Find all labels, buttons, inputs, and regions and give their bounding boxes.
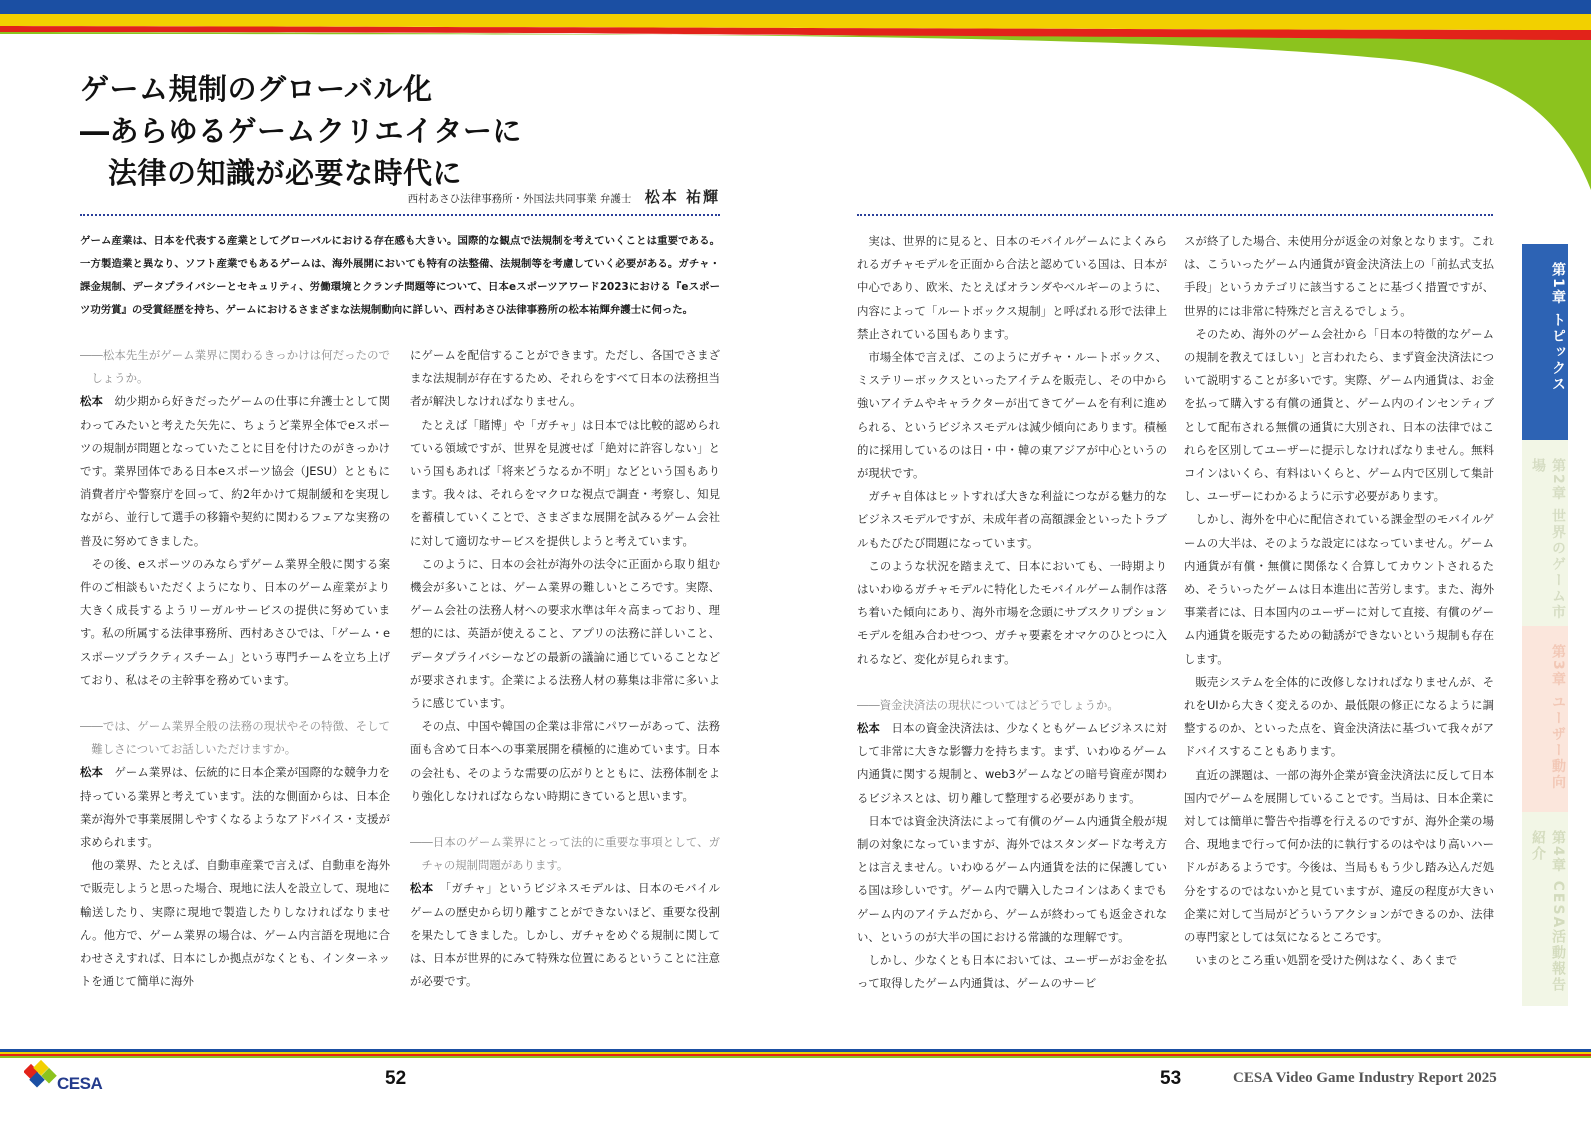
body-paragraph: ガチャ自体はヒットすれば大きな利益につながる魅力的なビジネスモデルですが、未成年者の高額課金といったトラブルもたびたび問題になっています。 (857, 489, 1167, 550)
interview-answer (80, 761, 390, 854)
title-line-3: 法律の知識が必要な時代に (108, 156, 463, 190)
footer-stripe-green (0, 1056, 1591, 1058)
byline-affiliation: 西村あさひ法律事務所・外国法共同事業 弁護士 (407, 193, 632, 205)
page-number-left: 52 (385, 1068, 407, 1089)
body-paragraph: このように、日本の会社が海外の法令に正面から取り組む機会が多いことは、ゲーム業界の難しいところです。実際、ゲーム会社の法務人材への要求水準は年々高まっており、理想的には、英語が使えること、アプリの法務に詳しいこと、データプライバシーなどの最新の議論に通じていることなどが要求されます。企業による法務人材の募集は非常に多いように感じています。 (410, 556, 720, 711)
column-2 (410, 344, 720, 993)
title-line-2: ―あらゆるゲームクリエイターに (80, 114, 522, 148)
byline-author: 松本 祐輝 (644, 188, 720, 206)
interview-answer (857, 717, 1167, 810)
header-blue-band (0, 0, 1591, 14)
answer-text: 「ガチャ」というビジネスモデルは、日本のモバイルゲームの歴史から切り離すことができないほど、重要な役割を果たしてきました。しかし、ガチャをめぐる規制に関しては、日本が世界的にみて特殊な位置にあるということに注意が必要です。 (410, 881, 720, 989)
left-dotted-rule (80, 214, 720, 216)
side-tab-chapter-3[interactable]: 第3章 ユーザー動向 (1522, 626, 1568, 812)
answer-text: ゲーム業界は、伝統的に日本企業が国際的な競争力を持っている業界と考えています。法的な側面からは、日本企業が海外で事業展開しやすくなるようなアドバイス・支援が求められます。 (80, 765, 390, 850)
interview-question: ――松本先生がゲーム業界に関わるきっかけは何だったのでしょうか。 (80, 348, 390, 386)
body-paragraph: 直近の課題は、一部の海外企業が資金決済法に反して日本国内でゲームを展開していることです。当局は、日本企業に対しては簡単に警告や指導を行えるのですが、海外企業の場合、現地まで行って何か法的に執行するのはやはり高いハードルがあるようです。今後は、当局ももう少し踏み込んだ処分をするのではないかと見ていますが、違反の程度が大きい企業に対して当局がどういうアクションができるのか、法律の専門家としては気になるところです。 (1184, 767, 1494, 945)
speaker-name: 松本 (80, 394, 103, 409)
body-paragraph: しかし、少なくとも日本においては、ユーザーがお金を払って取得したゲーム内通貨は、ゲームのサービ (857, 953, 1167, 991)
body-paragraph: いまのところ重い処罰を受けた例はなく、あくまで (1195, 953, 1458, 968)
side-tab-chapter-1[interactable]: 第1章 トピックス (1522, 244, 1568, 440)
body-paragraph: 他の業界、たとえば、自動車産業で言えば、自動車を海外で販売しようと思った場合、現地に法人を設立して、現地に輸送したり、実際に現地で製造したりしなければなりません。他方で、ゲーム業界の場合は、ゲーム内言語を現地に合わせさえすれば、日本にしか拠点がなくとも、インターネットを通じて簡単に海外 (80, 858, 390, 989)
body-paragraph: 実は、世界的に見ると、日本のモバイルゲームによくみられるガチャモデルを正面から合法と認めている国は、日本が中心であり、欧米、たとえばオランダやベルギーのように、内容によって「ルートボックス規制」と呼ばれる形で法律上禁止されている国もあります。 (857, 234, 1167, 341)
speaker-name: 松本 (80, 765, 103, 780)
interview-question: ――では、ゲーム業界全般の法務の現状やその特徴、そして難しさについてお話しいただけますか。 (80, 719, 390, 757)
speaker-name: 松本 (410, 881, 434, 896)
interview-answer (410, 877, 720, 993)
answer-text: 日本の資金決済法は、少なくともゲームビジネスに対して非常に大きな影響力を持ちます。まず、いわゆるゲーム内通貨に関する規制と、web3ゲームなどの暗号資産が関わるビジネスとは、切り離して整理する必要があります。 (857, 721, 1167, 805)
interview-question: ――日本のゲーム業界にとって法的に重要な事項として、ガチャの規制問題があります。 (410, 835, 720, 873)
footer-stripe-yellow (0, 1052, 1591, 1054)
interview-answer (80, 390, 390, 552)
title-line-1: ゲーム規制のグローバル化 (80, 72, 433, 106)
body-paragraph: その点、中国や韓国の企業は非常にパワーがあって、法務面も含めて日本への事業展開を積極的に進めています。日本の会社も、そのような需要の広がりとともに、法務体制をより強化しなければならない時期にきていると思います。 (410, 719, 720, 803)
column-4 (1184, 230, 1494, 973)
byline (80, 186, 720, 207)
article-title (80, 68, 760, 194)
right-dotted-rule (857, 214, 1493, 216)
report-title: CESA Video Game Industry Report 2025 (1233, 1070, 1497, 1086)
body-paragraph: 日本では資金決済法によって有償のゲーム内通貨全般が規制の対象になっていますが、海外ではスタンダードな考え方とは言えません。いわゆるゲーム内通貨を法的に保護している国は珍しいです。ゲーム内で購入したコインはあくまでもゲーム内のアイテムだから、ゲームが終わっても返金されない、というのが大半の国における常識的な理解です。 (857, 813, 1167, 944)
side-tab-chapter-2[interactable]: 第2章 世界のゲーム市場 (1522, 440, 1568, 626)
lead-paragraph: ゲーム産業は、日本を代表する産業としてグローバルにおける存在感も大きい。国際的な観点で法規制を考えていくことは重要である。一方製造業と異なり、ソフト産業でもあるゲームは、海外展開においても特有の法整備、法規制等を考慮していく必要がある。ガチャ・課金規制、データプライバシーとセキュリティ、労働環境とクランチ問題等について、日本eスポーツアワード2023における『eスポーツ功労賞』の受賞経歴を持ち、ゲームにおけるさまざまな法規制動向に詳しい、西村あさひ法律事務所の松本祐輝弁護士に伺った。 (80, 235, 720, 316)
logo-text: CESA (57, 1074, 103, 1093)
page-number-right: 53 (1160, 1068, 1182, 1089)
continued-paragraph: にゲームを配信することができます。ただし、各国でさまざまな法規制が存在するため、それらをすべて日本の法務担当者が解決しなければなりません。 (410, 348, 720, 409)
body-paragraph: そのため、海外のゲーム会社から「日本の特徴的なゲームの規制を教えてほしい」と言われたら、まず資金決済法について説明することが多いです。実際、ゲーム内通貨は、お金を払って購入する有償の通貨と、ゲーム内のインセンティブとして配布される無償の通貨に大別され、日本の法律ではこれらを区別してユーザーに提示しなければなりません。無料コインはいくら、有料はいくらと、ゲーム内で区別して集計し、ユーザーにわかるように示す必要があります。 (1184, 326, 1494, 504)
interview-question: ――資金決済法の現状についてはどうでしょうか。 (857, 697, 1119, 712)
speaker-name: 松本 (857, 721, 880, 736)
body-paragraph: しかし、海外を中心に配信されている課金型のモバイルゲームの大半は、そのような設定にはなっていません。ゲーム内通貨が有償・無償に関係なく合算してカウントされるため、そういったゲームは日本進出に苦労します。また、海外事業者には、日本国内のユーザーに対して直接、有償のゲーム内通貨を販売するための勧誘ができないという規制も存在します。 (1184, 512, 1494, 666)
footer-stripe-blue (0, 1049, 1591, 1052)
side-tab-chapter-4[interactable]: 第4章 CESA活動報告紹介 (1522, 812, 1568, 1006)
body-paragraph: このような状況を踏まえて、日本においても、一時期よりはいわゆるガチャモデルに特化したモバイルゲーム制作は落ち着いた傾向にあり、海外市場を念頭にサブスクリプションモデルを組み合わせつつ、ガチャ要素をオマケのひとつに入れるなど、変化が見られます。 (857, 558, 1167, 666)
body-paragraph: 市場全体で言えば、このようにガチャ・ルートボックス、ミステリーボックスといったアイテムを販売し、その中から強いアイテムやキャラクターが出てきてゲームを有利に進められる、というビジネスモデルは減少傾向にあります。積極的に採用しているのは日・中・韓の東アジアが中心というのが現状です。 (857, 350, 1167, 481)
column-1 (80, 344, 390, 993)
footer-stripe-red (0, 1054, 1591, 1056)
body-paragraph: 販売システムを全体的に改修しなければなりませんが、それをUIから大きく変えるのか、最低限の修正になるように調整するのか、といった点を、資金決済法に基づいて我々がアドバイスすることもあります。 (1184, 674, 1494, 759)
answer-text: 幼少期から好きだったゲームの仕事に弁護士として関わってみたいと考えた矢先に、ちょうど業界全体でeスポーツの規制が問題となっていたことに目を付けたのがきっかけです。業界団体である日本eスポーツ協会（JESU）とともに消費者庁や警察庁を回って、約2年かけて規制緩和を実現しながら、並行して選手の移籍や契約に関わるフェアな実務の普及に努めてきました。 (80, 394, 390, 548)
column-3 (857, 230, 1167, 996)
body-paragraph: たとえば「賭博」や「ガチャ」は日本では比較的認められている領域ですが、世界を見渡せば「絶対に許容しない」という国もあれば「将来どうなるか不明」などという国もあります。我々は、それらをマクロな視点で調査・考察し、知見を蓄積していくことで、さまざまな展開を試みるゲーム会社に対して適切なサービスを提供しようと考えています。 (410, 417, 720, 548)
continued-paragraph: スが終了した場合、未使用分が返金の対象となります。これは、こういったゲーム内通貨が資金決済法上の「前払式支払手段」というカテゴリに該当することに基づく措置ですが、世界的には非常に特殊だと言えるでしょう。 (1184, 234, 1494, 318)
body-paragraph: その後、eスポーツのみならずゲーム業界全般に関する案件のご相談もいただくようになり、日本のゲーム産業がより大きく成長するようリーガルサービスの提供に努めています。私の所属する法律事務所、西村あさひでは、「ゲーム・eスポーツプラクティスチーム」という専門チームを立ち上げており、私はその主幹事を務めています。 (80, 556, 390, 687)
